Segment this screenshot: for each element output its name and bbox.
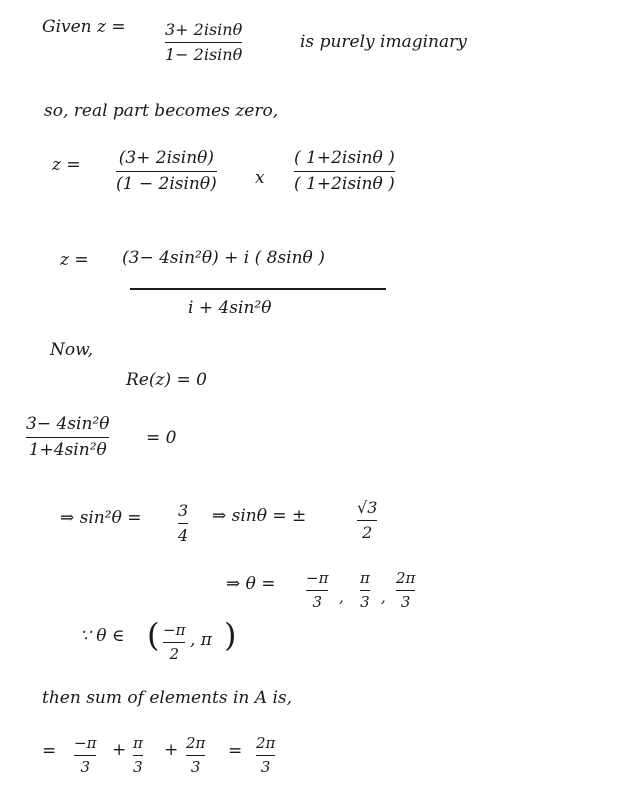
- result-denominator: 3: [260, 758, 271, 776]
- sin-squared-fraction: [178, 502, 188, 545]
- given-denominator: 1− 2isinθ: [165, 45, 243, 65]
- times-sign: x: [255, 168, 265, 188]
- theta-value-2: [360, 570, 370, 611]
- since-tail: , π: [190, 630, 212, 650]
- sum-term-1: [74, 735, 96, 776]
- now-label: Now,: [50, 340, 94, 360]
- fraction-bar: [26, 437, 109, 439]
- sin-fraction: [357, 499, 377, 542]
- so-line: so, real part becomes zero,: [44, 101, 279, 121]
- given-tail: is purely imaginary: [300, 32, 467, 52]
- z1-frac1-denominator: (1 − 2isinθ): [116, 174, 217, 195]
- comma: ,: [381, 588, 386, 606]
- then-line: then sum of elements in A is,: [42, 688, 293, 708]
- fraction-bar: [133, 755, 143, 757]
- sin-squared-lead: ⇒ sin²θ =: [60, 508, 142, 528]
- z2-lead: z =: [60, 250, 89, 270]
- sum-term-2: [133, 735, 143, 776]
- fraction-bar: [396, 590, 415, 592]
- theta-lead: ⇒ θ =: [226, 574, 276, 594]
- z1-fraction-1: [116, 149, 217, 194]
- fraction-bar: [256, 755, 275, 757]
- real-part-numerator: 3− 4sin²θ: [26, 414, 110, 434]
- z1-frac1-numerator: (3+ 2isinθ): [118, 148, 215, 168]
- sum3-numerator: 2π: [186, 734, 206, 752]
- sum-term-3: [186, 735, 205, 776]
- given-fraction: [165, 21, 242, 64]
- real-part-fraction: [26, 415, 109, 460]
- since-numerator: −π: [163, 621, 186, 639]
- sum-equals: =: [42, 741, 57, 761]
- sin-squared-numerator: 3: [178, 501, 189, 520]
- fraction-bar: [165, 42, 242, 44]
- open-paren: (: [147, 616, 160, 654]
- theta3-denominator: 3: [400, 593, 411, 611]
- sum2-denominator: 3: [133, 758, 143, 776]
- sum1-numerator: −π: [74, 734, 97, 752]
- fraction-bar: [294, 171, 395, 173]
- z1-fraction-2: [294, 149, 395, 194]
- sum-result: [256, 735, 275, 776]
- theta2-denominator: 3: [360, 593, 370, 611]
- z1-frac2-numerator: ( 1+2isinθ ): [294, 148, 395, 168]
- since-denominator: 2: [169, 645, 179, 663]
- fraction-bar: [357, 520, 377, 522]
- re-equation: Re(z) = 0: [126, 370, 207, 390]
- theta1-denominator: 3: [312, 593, 322, 611]
- fraction-bar: [163, 642, 185, 644]
- fraction-bar: [186, 755, 205, 757]
- z2-denominator: i + 4sin²θ: [188, 298, 272, 318]
- fraction-bar: [360, 590, 370, 592]
- theta-value-1: [306, 570, 328, 611]
- close-paren: ): [224, 616, 237, 654]
- z1-lead: z =: [52, 155, 81, 175]
- fraction-bar: [178, 523, 188, 525]
- plus-sign: +: [112, 740, 127, 760]
- fraction-bar: [74, 755, 96, 757]
- sum1-denominator: 3: [80, 758, 90, 776]
- theta-value-3: [396, 570, 415, 611]
- z2-fraction-bar: [130, 288, 386, 290]
- since-fraction: [163, 622, 185, 663]
- equals-zero: = 0: [146, 428, 177, 448]
- theta3-numerator: 2π: [396, 569, 416, 587]
- sin-numerator: √3: [357, 498, 378, 517]
- sum2-numerator: π: [133, 734, 143, 752]
- sum3-denominator: 3: [190, 758, 201, 776]
- fraction-bar: [306, 590, 328, 592]
- given-lead: Given z =: [42, 17, 126, 37]
- sum-equals-result: =: [228, 741, 243, 761]
- sin-squared-denominator: 4: [178, 526, 189, 546]
- z2-numerator: (3− 4sin²θ) + i ( 8sinθ ): [122, 248, 325, 268]
- sin-denominator: 2: [362, 523, 373, 543]
- since-lead: ∵ θ ∈: [80, 626, 125, 646]
- fraction-bar: [116, 171, 217, 173]
- given-numerator: 3+ 2isinθ: [165, 20, 243, 39]
- plus-sign: +: [164, 740, 179, 760]
- comma: ,: [339, 588, 344, 606]
- z1-frac2-denominator: ( 1+2isinθ ): [294, 174, 395, 195]
- real-part-denominator: 1+4sin²θ: [28, 440, 107, 461]
- theta2-numerator: π: [360, 569, 370, 587]
- result-numerator: 2π: [256, 734, 276, 752]
- sin-lead: ⇒ sinθ = ±: [212, 506, 307, 526]
- theta1-numerator: −π: [306, 569, 329, 587]
